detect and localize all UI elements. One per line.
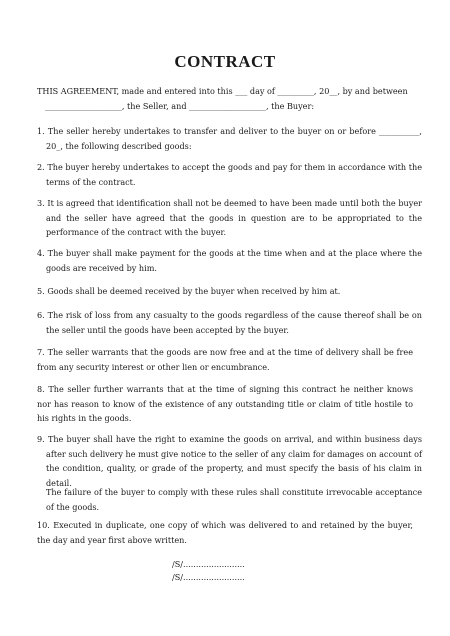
clause-5 xyxy=(37,284,422,299)
clause-text: The seller further warrants that at the time of signing this contract he neither knows nor has reason to know of the existence of any outstanding title or claim of title hostile to his rights in the goods. xyxy=(37,384,414,423)
signature-line-1: /S/........................ xyxy=(172,559,245,569)
signature-line-2: /S/........................ xyxy=(172,572,245,582)
clause-number: 4. xyxy=(37,248,45,258)
clause-text: The risk of loss from any casualty to the goods regardless of the cause thereof shall be on the seller until the goods have been accepted by the buyer. xyxy=(46,310,423,335)
clause-number: 2. xyxy=(37,162,45,172)
clause-text: Executed in duplicate, one copy of which was delivered to and retained by the buyer, the day and year first above written. xyxy=(37,520,413,545)
clause-text: The buyer shall make payment for the goods at the time when and at the place where the goods are received by him. xyxy=(46,248,422,273)
clause-number: 7. xyxy=(37,347,45,357)
clause-text: The seller hereby undertakes to transfer and deliver to the buyer on or before __________, 20_, the following described goods: xyxy=(46,126,422,151)
clause-text: The seller warrants that the goods are now free and at the time of delivery shall be free from any security interest or other lien or encumbrance. xyxy=(37,347,413,372)
clause-2 xyxy=(37,160,422,189)
clause-text: Goods shall be deemed received by the buyer when received by him at. xyxy=(47,286,341,296)
clause-text: The buyer hereby undertakes to accept the goods and pay for them in accordance with the terms of the contract. xyxy=(46,162,422,187)
clause-number: 10. xyxy=(37,520,50,530)
intro-line-1: THIS AGREEMENT, made and entered into this ___ day of _________, 20__, by and between xyxy=(37,86,408,96)
intro-paragraph xyxy=(37,84,413,113)
clause-number: 6. xyxy=(37,310,45,320)
clause-number: 9. xyxy=(37,434,45,444)
clause-number: 5. xyxy=(37,286,45,296)
clause-4 xyxy=(37,246,422,275)
clause-3 xyxy=(37,196,422,240)
clause-9 xyxy=(37,432,422,490)
clause-10 xyxy=(37,518,413,547)
clause-number: 8. xyxy=(37,384,45,394)
clause-6 xyxy=(37,308,422,337)
clause-9-extra: The failure of the buyer to comply with these rules shall constitute irrevocable acceptance of the goods. xyxy=(46,487,422,512)
clause-1 xyxy=(37,124,422,153)
clause-text: It is agreed that identification shall not be deemed to have been made until both the buyer and the seller have agreed that the goods in question are to be appropriated to the performance of the contract with the buyer. xyxy=(46,198,422,237)
clause-text: The buyer shall have the right to examine the goods on arrival, and within business days after such delivery he must give notice to the seller of any claim for damages on account of the condition, quality, or grade of the property, and must specify the basis of his claim in detail. xyxy=(46,434,423,488)
page-title: CONTRACT xyxy=(174,52,276,71)
clause-number: 3. xyxy=(37,198,45,208)
intro-line-2: ___________________, the Seller, and ___________________, the Buyer: xyxy=(45,100,315,111)
clause-number: 1. xyxy=(37,126,45,136)
clause-8 xyxy=(37,382,413,426)
clause-7 xyxy=(37,345,413,374)
